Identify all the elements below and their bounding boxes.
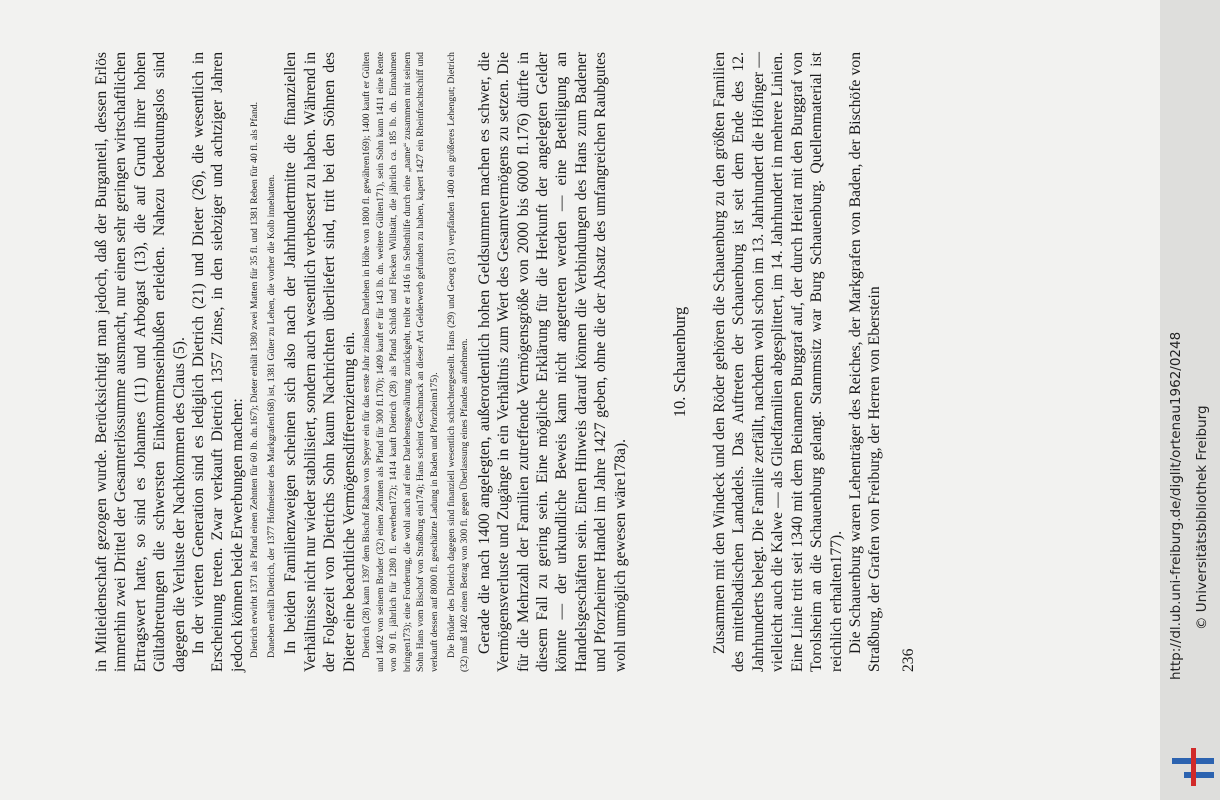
body-paragraph: In beiden Familienzweigen scheinen sich also nach der Jahrhundertmitte die finanziellen Verhältnisse nicht nur wieder stabilisiert, sondern auch wesentlich verbessert zu haben. Während in der Folgezeit von Dietrichs Sohn kaum Nachrichten überliefert sind, tritt bei den Söhnen des Dieter eine beachtliche Vermögensdifferenzierung ein. (282, 52, 358, 672)
footnote-paragraph: Dietrich (28) kann 1397 dem Bischof Raban von Speyer ein für das erste Jahr zinsloses Darlehen in Höhe von 1800 fl. gewähren169); 1400 kauft er Gülten und 1402 von seinem Bruder (32) einen Zehnten als Pfand für 300 fl.170); 1409 kauft er für 143 lb. dn. weitere Gülten171), sein Sohn kann 1411 eine Rente von 90 fl. jährlich für 1280 fl. erwerben172); 1414 kauft Dietrich (28) als Pfand Schloß und Flecken Willstätt, die jährlich ca. 185 lb. dn. Einnahmen bringen173); eine Forderung, die wohl auch auf eine Darlehensgewährung zurückgeht, treibt er 1416 in Selbsthilfe durch eine „name“ zusammen mit seinem Sohn Hans vom Bischof von Straßburg ein174); Hans scheint Geschmack an dieser Art Gelderwerb gefunden zu haben, kapert 1427 ein Rheinfrachtschiff und verkauft dessen auf 8000 fl. geschätzte Ladung in Baden und Pforzheim175). (361, 52, 441, 672)
body-paragraph: Gerade die nach 1400 angelegten, außerordentlich hohen Geldsummen machen es schwer, die Vermögensverluste und Zugänge in ein Verhältnis zum Wert des Gesamtvermögens zu setzen. Die für die Mehrzahl der Familien zutreffende Vermögensgröße von 2000 bis 6000 fl.176) dürfte in diesem Fall zu gering sein. Eine mögliche Erklärung für die Herkunft der angelegten Gelder könnte — der urkundliche Beweis kann nicht angetreten werden — eine Beteiligung an Handelsgeschäften sein. Einen Hinweis darauf können die Verbindungen des Hans zum Badener und Pforzheimer Handel im Jahre 1427 geben, ohne die der Absatz des umfangreichen Raubgutes wohl unmöglich gewesen wäre178a). (475, 52, 629, 672)
body-paragraph: in Mitleidenschaft gezogen wurde. Berücksichtigt man jedoch, daß der Burganteil, dessen Erlös immerhin zwei Drittel der Gesamterlössumme ausmacht, nur einen sehr geringen wirtschaftlichen Ertragswert hatte, so sind es Johannes (11) und Arbogast (13), die auf Grund ihrer hohen Gültabtretungen die schwersten Einkommenseinbußen erleiden. Nahezu bedeutungslos sind dagegen die Verluste der Nachkommen des Claus (5). (93, 52, 188, 672)
body-paragraph: Die Schauenburg waren Lehenträger des Reiches, der Markgrafen von Baden, der Bischöfe von Straßburg, der Grafen von Freiburg, der Herren von Eberstein (846, 52, 884, 672)
body-paragraph: Zusammen mit den Windeck und den Röder gehören die Schauenburg zu den größten Familien des mittelbadischen Landadels. Das Auftreten der Schauenburg ist seit dem Ende des 12. Jahrhunderts belegt. Die Familie zerfällt, nachdem wohl schon im 13. Jahrhundert die Höfinger — vielleicht auch die Kalwe — als Gliedfamilien abgesplittert, im 14. Jahrhundert in mehrere Linien. Eine Linie tritt seit 1340 mit dem Beinamen Burggraf auf, der durch Heirat mit den Burggraf von Torolsheim an die Schauenburg gelangt. Stammsitz war Burg Schauenburg. Quellenmaterial ist reichlich erhalten177). (711, 52, 845, 672)
footnote-paragraph: Dietrich erwirbt 1371 als Pfand einen Zehnten für 60 lb. dn.167); Dieter erhält 1380 zwei Matten für 35 fl. und 1381 Reben für 40 fl. als Pfand. (249, 101, 261, 658)
page-number: 236 (899, 648, 917, 672)
library-sidebar (1160, 0, 1220, 800)
footnote-paragraph: Die Brüder des Dietrich dagegen sind finanziell wesentlich schlechtergestellt. Hans (29) und Georg (31) verpfänden 1400 ein größeres Lehengut; Dietrich (32) muß 1402 einen Betrag von 300 fl. gegen Überlassung eines Pfandes aufnehmen. (445, 52, 471, 672)
library-logo-icon (1172, 746, 1214, 788)
text-column (92, 52, 918, 672)
copyright-notice: © Universitätsbibliothek Freiburg (1194, 405, 1210, 630)
source-url-link[interactable]: http://dl.ub.uni-freiburg.de/diglit/ortenau1962/0248 (1168, 331, 1184, 680)
body-paragraph: In der vierten Generation sind es lediglich Dietrich (21) und Dieter (26), die wesentlich in Erscheinung treten. Zwar verkauft Dietrich 1357 Zinse, in den siebziger und achtziger Jahren jedoch können beide Erwerbungen machen: (190, 52, 246, 672)
section-heading: 10. Schauenburg (670, 306, 690, 418)
footnote-paragraph: Daneben erhält Dietrich, der 1377 Hofmeister des Markgrafen168) ist, 1381 Güter zu Lehen, die vorher die Kolb innehatten. (265, 174, 277, 658)
